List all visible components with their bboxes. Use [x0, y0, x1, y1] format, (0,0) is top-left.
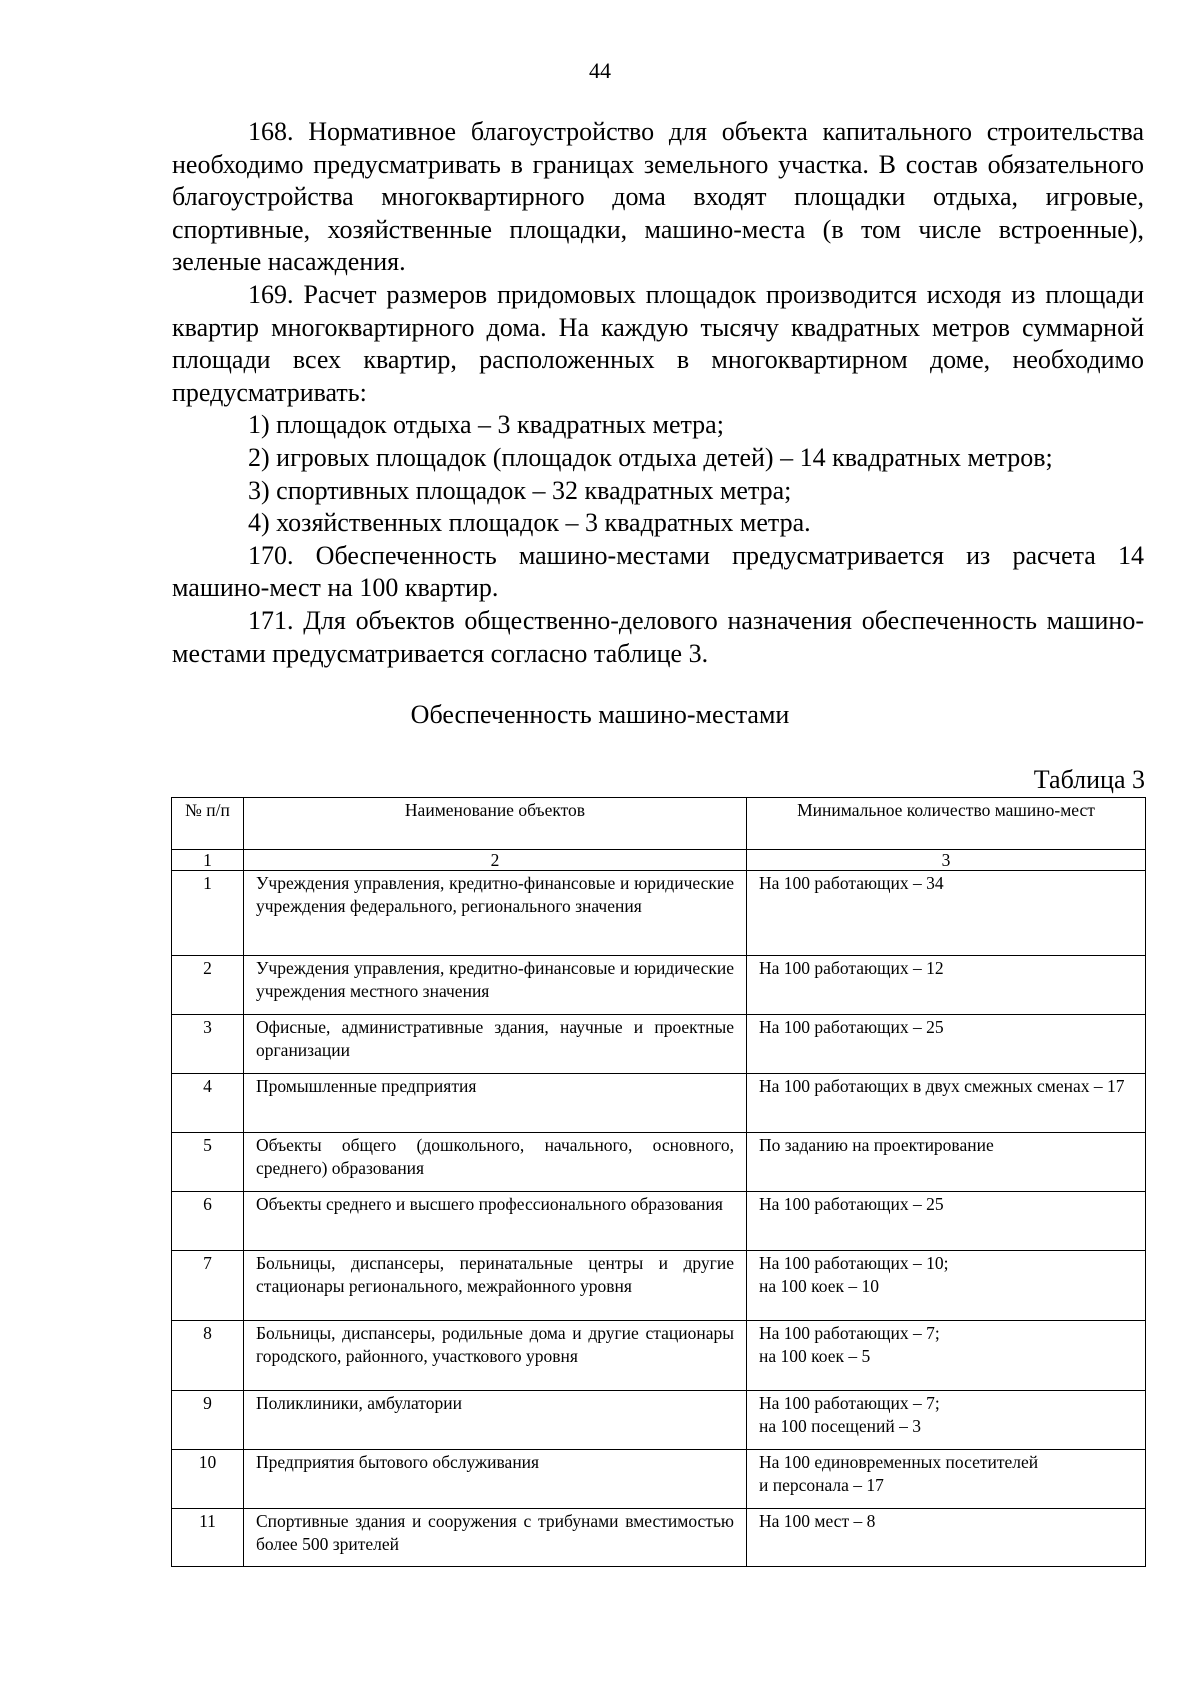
list-item: 3) спортивных площадок – 32 квадратных метра;: [248, 475, 792, 505]
row-number: 6: [172, 1192, 244, 1251]
parking-norm: [747, 1321, 1146, 1391]
parking-norm: [747, 1509, 1146, 1567]
table-row: [172, 1251, 1146, 1321]
table-row: [172, 1074, 1146, 1133]
header-cell-value: Минимальное количество машино-мест: [747, 798, 1146, 850]
row-number: 2: [172, 956, 244, 1015]
table-caption: Обеспеченность машино-местами: [410, 700, 790, 729]
row-number: 7: [172, 1251, 244, 1321]
object-name: Больницы, диспансеры, родильные дома и другие стационары городского, районного, участкового уровня: [244, 1321, 747, 1391]
parking-norm: [747, 1192, 1146, 1251]
row-number: 4: [172, 1074, 244, 1133]
table-label: Таблица 3: [1033, 765, 1145, 794]
paragraph-168: 168. Нормативное благоустройство для объекта капитального строительства необходимо предусматривать в границах земельного участка. В состав обязательного благоустройства многоквартирного дома входят площадки отдыха, игровые, спортивные, хозяйственные площадки, машино-места (в том числе встроенные), зеленые насаждения.: [172, 117, 1144, 277]
parking-norm: [747, 1074, 1146, 1133]
parking-norm-line: На 100 мест – 8: [759, 1511, 876, 1531]
object-name: Промышленные предприятия: [244, 1074, 747, 1133]
object-name: Поликлиники, амбулатории: [244, 1391, 747, 1450]
parking-table-wrapper: [171, 797, 1145, 1567]
object-name: Офисные, административные здания, научные и проектные организации: [244, 1015, 747, 1074]
row-number: 10: [172, 1450, 244, 1509]
column-number-row: [172, 850, 1146, 871]
parking-norm-line: На 100 работающих – 25: [759, 1194, 944, 1214]
object-name: Объекты общего (дошкольного, начального, основного, среднего) образования: [244, 1133, 747, 1192]
paragraph-169: 169. Расчет размеров придомовых площадок производится исходя из площади квартир многоквартирного дома. На каждую тысячу квадратных метров суммарной площади всех квартир, расположенных в многоквартирном доме, необходимо предусматривать:: [172, 279, 1144, 407]
parking-norm-line: По заданию на проектирование: [759, 1135, 994, 1155]
object-name: Предприятия бытового обслуживания: [244, 1450, 747, 1509]
row-number: 5: [172, 1133, 244, 1192]
list-item: 1) площадок отдыха – 3 квадратных метра;: [248, 410, 724, 440]
parking-table: [171, 797, 1146, 1567]
parking-norm-line: На 100 работающих – 7;: [759, 1323, 940, 1343]
parking-norm-line: На 100 работающих – 25: [759, 1017, 944, 1037]
paragraph-171: 171. Для объектов общественно-делового назначения обеспеченность машино-местами предусматривается согласно таблице 3.: [172, 605, 1144, 668]
header-cell-name: Наименование объектов: [244, 798, 747, 850]
parking-norm: [747, 871, 1146, 956]
table-row: [172, 1509, 1146, 1567]
parking-norm-line: На 100 работающих – 12: [759, 958, 944, 978]
parking-norm-line: На 100 работающих – 10;: [759, 1253, 949, 1273]
paragraph-170: 170. Обеспеченность машино-местами предусматривается из расчета 14 машино-мест на 100 квартир.: [172, 540, 1144, 603]
page-number: 44: [589, 58, 611, 83]
row-number: 1: [172, 871, 244, 956]
table-row: [172, 1321, 1146, 1391]
column-number-cell: 1: [172, 850, 244, 871]
parking-norm: [747, 1450, 1146, 1509]
table-row: [172, 1133, 1146, 1192]
object-name: Учреждения управления, кредитно-финансовые и юридические учреждения местного значения: [244, 956, 747, 1015]
parking-norm-line: На 100 работающих – 7;: [759, 1393, 940, 1413]
table-row: [172, 1450, 1146, 1509]
parking-norm-line: на 100 коек – 5: [759, 1345, 871, 1366]
table-row: [172, 1015, 1146, 1074]
object-name: Объекты среднего и высшего профессионального образования: [244, 1192, 747, 1251]
parking-norm: [747, 1391, 1146, 1450]
row-number: 9: [172, 1391, 244, 1450]
row-number: 8: [172, 1321, 244, 1391]
parking-norm-line: на 100 коек – 10: [759, 1275, 879, 1296]
parking-norm: [747, 1015, 1146, 1074]
object-name: Учреждения управления, кредитно-финансовые и юридические учреждения федерального, регионального значения: [244, 871, 747, 956]
row-number: 11: [172, 1509, 244, 1567]
parking-norm-line: на 100 посещений – 3: [759, 1415, 922, 1436]
row-number: 3: [172, 1015, 244, 1074]
parking-norm-line: На 100 единовременных посетителей: [759, 1452, 1039, 1472]
table-header-row: [172, 798, 1146, 850]
parking-norm-line: и персонала – 17: [759, 1474, 884, 1495]
body-text: [172, 116, 1144, 670]
column-number-cell: 2: [244, 850, 747, 871]
list-item: 2) игровых площадок (площадок отдыха детей) – 14 квадратных метров;: [248, 442, 1053, 472]
table-row: [172, 871, 1146, 956]
parking-norm: [747, 956, 1146, 1015]
parking-norm: [747, 1133, 1146, 1192]
object-name: Больницы, диспансеры, перинатальные центры и другие стационары регионального, межрайонного уровня: [244, 1251, 747, 1321]
parking-norm-line: На 100 работающих – 34: [759, 873, 944, 893]
header-cell-number: № п/п: [172, 798, 244, 850]
table-row: [172, 1192, 1146, 1251]
parking-norm: [747, 1251, 1146, 1321]
parking-norm-line: На 100 работающих в двух смежных сменах – 17: [759, 1076, 1125, 1096]
table-row: [172, 956, 1146, 1015]
list-item: 4) хозяйственных площадок – 3 квадратных метра.: [248, 508, 811, 538]
object-name: Спортивные здания и сооружения с трибунами вместимостью более 500 зрителей: [244, 1509, 747, 1567]
column-number-cell: 3: [747, 850, 1146, 871]
table-row: [172, 1391, 1146, 1450]
